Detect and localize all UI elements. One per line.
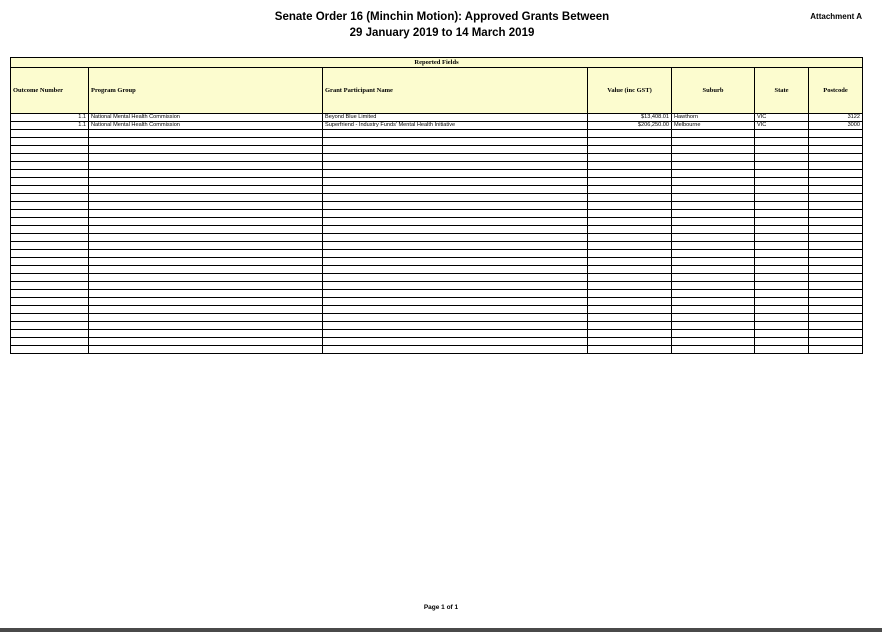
empty-cell xyxy=(89,170,323,178)
column-header-postcode: Postcode xyxy=(809,68,863,114)
empty-cell xyxy=(11,274,89,282)
empty-cell xyxy=(89,266,323,274)
empty-cell xyxy=(755,242,809,250)
empty-cell xyxy=(672,298,755,306)
empty-cell xyxy=(809,146,863,154)
column-header-state: State xyxy=(755,68,809,114)
empty-cell xyxy=(755,274,809,282)
empty-cell xyxy=(588,274,672,282)
empty-cell xyxy=(89,290,323,298)
empty-table-row xyxy=(11,154,863,162)
empty-cell xyxy=(588,290,672,298)
empty-cell xyxy=(755,162,809,170)
empty-table-row xyxy=(11,258,863,266)
empty-table-row xyxy=(11,266,863,274)
empty-cell xyxy=(89,130,323,138)
empty-table-row xyxy=(11,282,863,290)
empty-cell xyxy=(672,218,755,226)
empty-cell xyxy=(755,226,809,234)
empty-cell xyxy=(11,202,89,210)
empty-cell xyxy=(89,242,323,250)
empty-cell xyxy=(809,162,863,170)
cell-program-group: National Mental Health Commission xyxy=(89,114,323,122)
cell-state: VIC xyxy=(755,122,809,130)
empty-cell xyxy=(672,202,755,210)
cell-suburb: Melbourne xyxy=(672,122,755,130)
empty-cell xyxy=(672,210,755,218)
empty-table-row xyxy=(11,314,863,322)
empty-cell xyxy=(809,186,863,194)
empty-cell xyxy=(809,314,863,322)
empty-cell xyxy=(89,282,323,290)
empty-cell xyxy=(323,298,588,306)
empty-table-row xyxy=(11,290,863,298)
empty-cell xyxy=(11,322,89,330)
empty-cell xyxy=(588,178,672,186)
empty-cell xyxy=(755,202,809,210)
empty-cell xyxy=(11,346,89,354)
empty-cell xyxy=(89,330,323,338)
empty-table-row xyxy=(11,250,863,258)
group-header-row xyxy=(11,58,863,68)
empty-cell xyxy=(588,258,672,266)
empty-cell xyxy=(323,162,588,170)
empty-table-row xyxy=(11,242,863,250)
empty-table-row xyxy=(11,306,863,314)
empty-cell xyxy=(588,266,672,274)
empty-table-row xyxy=(11,210,863,218)
empty-cell xyxy=(588,194,672,202)
empty-cell xyxy=(89,226,323,234)
empty-cell xyxy=(323,218,588,226)
empty-cell xyxy=(672,282,755,290)
empty-cell xyxy=(11,306,89,314)
column-header-row xyxy=(11,68,863,114)
empty-cell xyxy=(323,186,588,194)
column-header-suburb: Suburb xyxy=(672,68,755,114)
empty-cell xyxy=(323,338,588,346)
empty-table-row xyxy=(11,194,863,202)
empty-cell xyxy=(755,138,809,146)
empty-table-row xyxy=(11,274,863,282)
column-header-grant-participant-name: Grant Participant Name xyxy=(323,68,588,114)
cell-grant-participant-name: Beyond Blue Limited xyxy=(323,114,588,122)
empty-cell xyxy=(323,210,588,218)
empty-cell xyxy=(809,194,863,202)
empty-cell xyxy=(809,290,863,298)
empty-cell xyxy=(323,306,588,314)
cell-outcome-number: 1.1 xyxy=(11,122,89,130)
empty-cell xyxy=(809,226,863,234)
empty-cell xyxy=(755,186,809,194)
empty-cell xyxy=(11,130,89,138)
empty-cell xyxy=(809,346,863,354)
empty-cell xyxy=(89,234,323,242)
empty-cell xyxy=(588,282,672,290)
empty-cell xyxy=(672,138,755,146)
empty-cell xyxy=(588,210,672,218)
empty-cell xyxy=(11,226,89,234)
reported-fields-header: Reported Fields xyxy=(11,58,863,68)
empty-cell xyxy=(323,258,588,266)
empty-cell xyxy=(672,346,755,354)
window-bottom-bar xyxy=(0,628,882,632)
document-title xyxy=(200,9,684,41)
empty-cell xyxy=(588,162,672,170)
empty-cell xyxy=(11,242,89,250)
empty-cell xyxy=(588,314,672,322)
empty-cell xyxy=(672,322,755,330)
cell-grant-participant-name: Superfriend - Industry Funds' Mental Health Initiative xyxy=(323,122,588,130)
empty-cell xyxy=(588,250,672,258)
title-line-1: Senate Order 16 (Minchin Motion): Approved Grants Between xyxy=(274,11,610,23)
cell-value: $13,408.01 xyxy=(588,114,672,122)
empty-cell xyxy=(809,178,863,186)
empty-cell xyxy=(755,298,809,306)
empty-cell xyxy=(89,314,323,322)
empty-cell xyxy=(809,202,863,210)
empty-cell xyxy=(323,130,588,138)
empty-cell xyxy=(588,202,672,210)
empty-cell xyxy=(323,290,588,298)
empty-cell xyxy=(672,314,755,322)
empty-cell xyxy=(672,234,755,242)
empty-cell xyxy=(323,154,588,162)
empty-cell xyxy=(323,146,588,154)
empty-cell xyxy=(672,274,755,282)
empty-cell xyxy=(89,274,323,282)
empty-cell xyxy=(809,218,863,226)
empty-table-row xyxy=(11,170,863,178)
cell-outcome-number: 1.1 xyxy=(11,114,89,122)
empty-cell xyxy=(672,226,755,234)
cell-suburb: Hawthorn xyxy=(672,114,755,122)
empty-table-row xyxy=(11,322,863,330)
table-row xyxy=(11,122,863,130)
empty-cell xyxy=(755,154,809,162)
empty-cell xyxy=(755,330,809,338)
empty-cell xyxy=(323,282,588,290)
empty-cell xyxy=(809,258,863,266)
empty-cell xyxy=(323,266,588,274)
cell-postcode: 3000 xyxy=(809,122,863,130)
empty-cell xyxy=(755,322,809,330)
empty-cell xyxy=(809,322,863,330)
empty-table-row xyxy=(11,218,863,226)
empty-cell xyxy=(89,146,323,154)
empty-cell xyxy=(672,154,755,162)
empty-cell xyxy=(588,226,672,234)
empty-cell xyxy=(809,266,863,274)
empty-cell xyxy=(11,210,89,218)
empty-cell xyxy=(672,130,755,138)
cell-program-group: National Mental Health Commission xyxy=(89,122,323,130)
empty-cell xyxy=(755,258,809,266)
empty-cell xyxy=(672,242,755,250)
empty-cell xyxy=(11,154,89,162)
empty-cell xyxy=(323,202,588,210)
empty-cell xyxy=(89,202,323,210)
empty-table-row xyxy=(11,338,863,346)
table-row xyxy=(11,114,863,122)
empty-table-row xyxy=(11,298,863,306)
cell-value: $206,250.00 xyxy=(588,122,672,130)
empty-cell xyxy=(89,186,323,194)
cell-state: VIC xyxy=(755,114,809,122)
empty-cell xyxy=(323,242,588,250)
empty-cell xyxy=(755,346,809,354)
empty-cell xyxy=(809,242,863,250)
empty-cell xyxy=(89,210,323,218)
empty-cell xyxy=(809,338,863,346)
empty-cell xyxy=(672,250,755,258)
empty-cell xyxy=(588,306,672,314)
grants-table xyxy=(10,57,863,354)
empty-cell xyxy=(323,138,588,146)
empty-cell xyxy=(89,298,323,306)
empty-cell xyxy=(755,234,809,242)
column-header-program-group: Program Group xyxy=(89,68,323,114)
empty-cell xyxy=(755,130,809,138)
empty-cell xyxy=(755,290,809,298)
empty-cell xyxy=(809,210,863,218)
empty-cell xyxy=(89,218,323,226)
empty-cell xyxy=(323,170,588,178)
empty-cell xyxy=(89,306,323,314)
empty-cell xyxy=(11,314,89,322)
empty-table-row xyxy=(11,146,863,154)
empty-cell xyxy=(755,194,809,202)
empty-cell xyxy=(11,338,89,346)
empty-cell xyxy=(588,298,672,306)
empty-cell xyxy=(11,178,89,186)
empty-cell xyxy=(672,186,755,194)
empty-cell xyxy=(11,234,89,242)
empty-table-row xyxy=(11,162,863,170)
empty-cell xyxy=(11,194,89,202)
empty-cell xyxy=(588,242,672,250)
empty-cell xyxy=(588,234,672,242)
empty-cell xyxy=(809,250,863,258)
empty-cell xyxy=(672,146,755,154)
empty-cell xyxy=(672,306,755,314)
empty-cell xyxy=(11,298,89,306)
empty-cell xyxy=(323,314,588,322)
empty-table-row xyxy=(11,234,863,242)
empty-cell xyxy=(588,346,672,354)
empty-cell xyxy=(323,346,588,354)
page-number: Page 1 of 1 xyxy=(423,604,459,611)
title-line-2: 29 January 2019 to 14 March 2019 xyxy=(349,27,535,39)
empty-cell xyxy=(755,218,809,226)
empty-cell xyxy=(588,322,672,330)
empty-cell xyxy=(809,306,863,314)
empty-cell xyxy=(672,178,755,186)
empty-cell xyxy=(11,218,89,226)
empty-cell xyxy=(588,138,672,146)
empty-cell xyxy=(755,282,809,290)
empty-cell xyxy=(89,162,323,170)
empty-cell xyxy=(323,194,588,202)
empty-cell xyxy=(323,234,588,242)
empty-cell xyxy=(755,266,809,274)
empty-cell xyxy=(809,298,863,306)
empty-cell xyxy=(11,250,89,258)
empty-cell xyxy=(672,330,755,338)
empty-cell xyxy=(89,178,323,186)
empty-cell xyxy=(11,186,89,194)
empty-cell xyxy=(11,290,89,298)
empty-cell xyxy=(755,250,809,258)
empty-cell xyxy=(11,266,89,274)
empty-cell xyxy=(323,178,588,186)
empty-table-row xyxy=(11,346,863,354)
empty-table-row xyxy=(11,330,863,338)
empty-cell xyxy=(755,306,809,314)
empty-cell xyxy=(809,234,863,242)
cell-postcode: 3122 xyxy=(809,114,863,122)
empty-cell xyxy=(323,322,588,330)
empty-cell xyxy=(672,338,755,346)
empty-cell xyxy=(588,330,672,338)
column-header-value: Value (inc GST) xyxy=(588,68,672,114)
empty-cell xyxy=(323,226,588,234)
empty-cell xyxy=(588,186,672,194)
empty-cell xyxy=(89,194,323,202)
empty-cell xyxy=(588,218,672,226)
empty-cell xyxy=(11,146,89,154)
empty-cell xyxy=(89,154,323,162)
empty-cell xyxy=(11,330,89,338)
empty-cell xyxy=(323,330,588,338)
empty-cell xyxy=(89,322,323,330)
empty-cell xyxy=(809,330,863,338)
empty-table-row xyxy=(11,130,863,138)
empty-cell xyxy=(809,170,863,178)
empty-cell xyxy=(672,266,755,274)
empty-table-row xyxy=(11,186,863,194)
empty-cell xyxy=(672,194,755,202)
empty-cell xyxy=(809,282,863,290)
empty-cell xyxy=(323,250,588,258)
empty-cell xyxy=(89,338,323,346)
empty-cell xyxy=(755,178,809,186)
table-body xyxy=(11,114,863,354)
empty-cell xyxy=(672,258,755,266)
attachment-label: Attachment A xyxy=(810,12,862,21)
empty-table-row xyxy=(11,202,863,210)
empty-cell xyxy=(588,170,672,178)
empty-cell xyxy=(755,338,809,346)
empty-cell xyxy=(588,146,672,154)
empty-cell xyxy=(11,170,89,178)
empty-cell xyxy=(809,154,863,162)
empty-cell xyxy=(755,314,809,322)
empty-cell xyxy=(89,346,323,354)
empty-cell xyxy=(809,274,863,282)
empty-cell xyxy=(11,258,89,266)
empty-cell xyxy=(809,138,863,146)
column-header-outcome-number: Outcome Number xyxy=(11,68,89,114)
empty-table-row xyxy=(11,226,863,234)
empty-cell xyxy=(809,130,863,138)
empty-table-row xyxy=(11,138,863,146)
empty-cell xyxy=(755,146,809,154)
empty-cell xyxy=(672,290,755,298)
empty-cell xyxy=(755,170,809,178)
empty-cell xyxy=(89,250,323,258)
empty-cell xyxy=(672,170,755,178)
empty-cell xyxy=(89,258,323,266)
empty-cell xyxy=(588,338,672,346)
empty-cell xyxy=(588,130,672,138)
empty-table-row xyxy=(11,178,863,186)
empty-cell xyxy=(672,162,755,170)
empty-cell xyxy=(323,274,588,282)
empty-cell xyxy=(755,210,809,218)
empty-cell xyxy=(588,154,672,162)
empty-cell xyxy=(11,138,89,146)
empty-cell xyxy=(89,138,323,146)
empty-cell xyxy=(11,162,89,170)
empty-cell xyxy=(11,282,89,290)
